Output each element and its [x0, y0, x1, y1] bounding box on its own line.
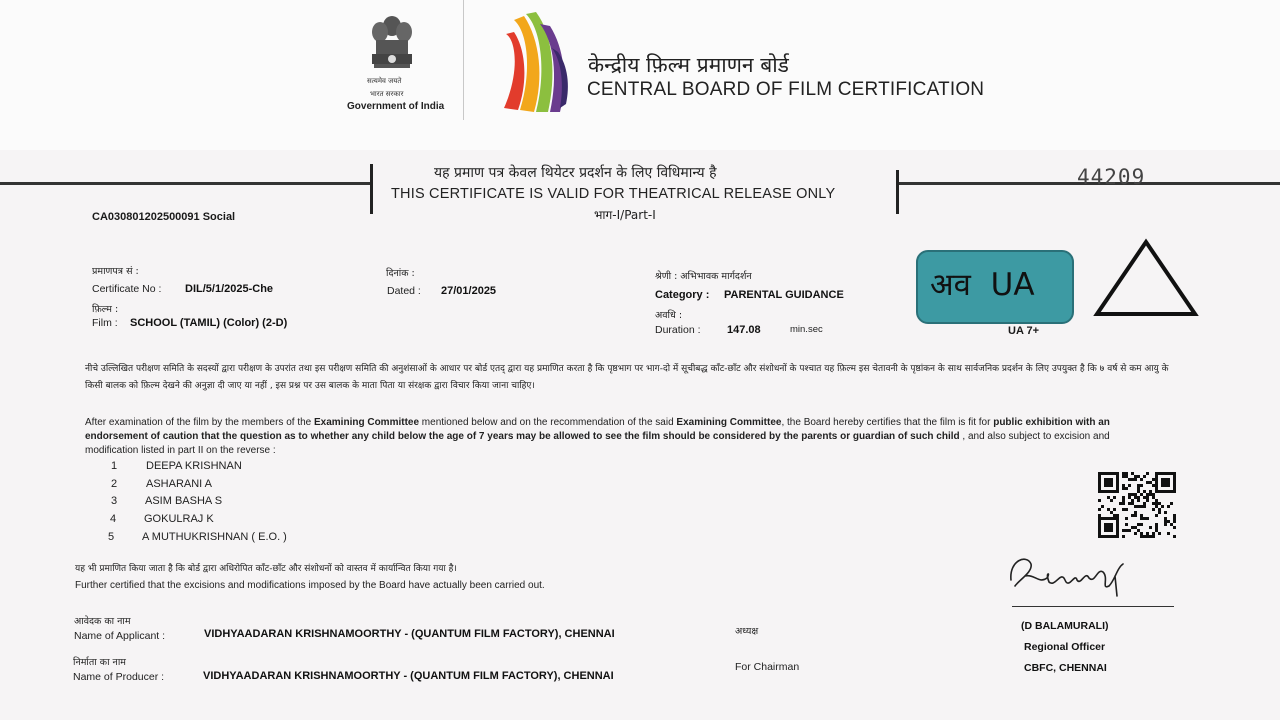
film-value: SCHOOL (TAMIL) (Color) (2-D) [130, 317, 288, 329]
government-of-india-label: Government of India [347, 101, 445, 112]
category-label: Category : [655, 289, 710, 301]
category-hindi: श्रेणी : अभिभावक मार्गदर्शन [655, 271, 752, 282]
board-name-english: CENTRAL BOARD OF FILM CERTIFICATION [587, 79, 985, 100]
further-certified-hindi: यह भी प्रमाणित किया जाता है कि बोर्ड द्वारा अधिरोपित काँट-छाँट और संशोधनों को वास्तव में कार्यान्वित किया गया है। [75, 564, 457, 574]
producer-label-hindi: निर्माता का नाम [73, 657, 126, 668]
date-label-hindi: दिनांक : [386, 268, 415, 279]
date-label: Dated : [387, 285, 421, 297]
date-value: 27/01/2025 [441, 285, 497, 297]
officer-office: CBFC, CHENNAI [1024, 662, 1107, 674]
validity-english: THIS CERTIFICATE IS VALID FOR THEATRICAL RELEASE ONLY [391, 186, 836, 202]
national-emblem-icon [362, 12, 422, 82]
member-name: ASHARANI A [146, 478, 213, 490]
cert-no-label-hindi: प्रमाणपत्र सं : [92, 266, 139, 277]
cert-no-label: Certificate No : [92, 283, 162, 295]
header-divider [463, 0, 464, 120]
producer-value: VIDHYAADARAN KRISHNAMOORTHY - (QUANTUM FILM FACTORY), CHENNAI [203, 670, 614, 682]
producer-label: Name of Producer : [73, 671, 165, 683]
duration-value: 147.08 [727, 324, 761, 336]
member-name: GOKULRAJ K [144, 513, 214, 525]
board-name-hindi: केन्द्रीय फ़िल्म प्रमाणन बोर्ड [588, 53, 789, 77]
officer-name: (D BALAMURALI) [1021, 620, 1109, 632]
rating-badge-text: अव UA [930, 267, 1035, 303]
rating-sub-label: UA 7+ [1008, 325, 1040, 337]
reference-number: CA030801202500091 Social [92, 211, 236, 223]
cert-no-value: DIL/5/1/2025-Che [185, 283, 274, 295]
part-label: भाग-I/Part-I [594, 208, 656, 222]
cbfc-logo-icon [500, 12, 580, 114]
further-certified-english: Further certified that the excisions and modifications imposed by the Board have actually been carried out. [75, 580, 545, 591]
band-bar-left [370, 164, 373, 214]
duration-label: Duration : [655, 324, 701, 336]
govt-hindi: भारत सरकार [370, 90, 404, 98]
film-label: Film : [92, 317, 118, 329]
member-name: DEEPA KRISHNAN [146, 460, 242, 472]
band-bar-right [896, 170, 899, 214]
english-certification-text: After examination of the film by the members of the Examining Committee mentioned below and on the recommendation of the said Examining Committee, the Board hereby certifies that the film is fit for public exhibition with an endorsement of caution that the question as to whether any child below the age of 7 years may be allowed to see the film should be considered by the parents or guardian of such child , and also subject to excision and modification listed in part II on the reverse : [85, 417, 1110, 456]
applicant-value: VIDHYAADARAN KRISHNAMOORTHY - (QUANTUM FILM FACTORY), CHENNAI [204, 628, 615, 640]
validity-hindi: यह प्रमाण पत्र केवल थियेटर प्रदर्शन के लिए विधिमान्य है [434, 165, 717, 181]
category-value: PARENTAL GUIDANCE [724, 289, 844, 301]
applicant-label-hindi: आवेदक का नाम [74, 616, 131, 627]
chairman-hindi: अध्यक्ष [735, 626, 759, 637]
member-name: ASIM BASHA S [145, 495, 223, 507]
member-number: 5 [108, 531, 115, 543]
member-number: 4 [110, 513, 117, 525]
signature-image [1005, 550, 1135, 600]
duration-label-hindi: अवधि : [655, 310, 683, 321]
member-number: 2 [111, 478, 118, 490]
film-label-hindi: फ़िल्म : [92, 304, 119, 315]
member-number: 3 [111, 495, 118, 507]
member-name: A MUTHUKRISHNAN ( E.O. ) [142, 531, 287, 543]
applicant-label: Name of Applicant : [74, 630, 166, 642]
serial-number: 44209 [1077, 165, 1146, 189]
duration-unit: min.sec [790, 324, 823, 335]
hindi-certification-text: नीचे उल्लिखित परीक्षण समिति के सदस्यों द्वारा परीक्षण के उपरांत तथा इस परीक्षण समिति की अनुशंसाओं के आधार पर बोर्ड एतद् द्वारा यह प्रमाणित करता है कि पृष्ठभाग पर भाग-दो में सूचीबद्ध काँट-छाँट और संशोधनों के पश्चात यह फ़िल्म इस चेतावनी के पृष्ठांकन के साथ सार्वजनिक प्रदर्शन के लिए उपयुक्त है कि ७ वर्ष से कम आयु के किसी बालक को फ़िल्म देखने की अनुज्ञा दी जाए या नहीं , इस प्रश्न पर उस बालक के माता पिता या संरक्षक द्वारा विचार किया जाना चाहिए। [85, 364, 1169, 391]
emblem-motto: सत्यमेव जयते [367, 77, 402, 85]
for-chairman-label: For Chairman [735, 661, 800, 673]
qr-code-icon [1098, 472, 1176, 538]
triangle-icon [1093, 238, 1199, 318]
officer-title: Regional Officer [1024, 641, 1106, 653]
signature-line [1012, 606, 1174, 607]
member-number: 1 [111, 460, 118, 472]
